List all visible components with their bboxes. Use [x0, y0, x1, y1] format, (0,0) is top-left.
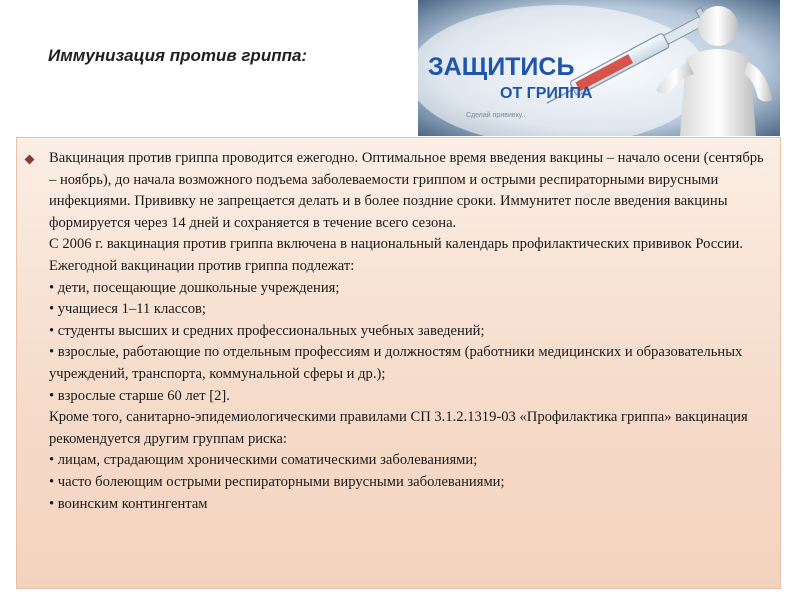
list-item: • студенты высших и средних профессиональных учебных заведений;	[49, 322, 485, 339]
list-item: • часто болеющим острыми респираторными вирусными заболеваниями;	[49, 473, 505, 490]
list-item: • лицам, страдающим хроническими соматическими заболеваниями;	[49, 452, 478, 469]
paragraph-national-calendar: С 2006 г. вакцинация против гриппа включена в национальный календарь профилактических прививок России. Ежегодной вакцинации против гриппа подлежат:	[49, 236, 743, 274]
paragraph-vaccination-timing: Вакцинация против гриппа проводится ежегодно. Оптимальное время введения вакцины – начало осени (сентябрь – ноябрь), до начала возможного подъема заболеваемости гриппом и острыми респираторными вирусными инфекциями. Прививку не запрещается делать и в более поздние сроки. Иммунитет после введения вакцины формируется через 14 дней и сохраняется в течение всего сезона.	[49, 150, 764, 231]
list-item: • взрослые старше 60 лет [2].	[49, 387, 230, 404]
list-item: • дети, посещающие дошкольные учреждения;	[49, 279, 340, 296]
flu-banner-image	[418, 0, 780, 136]
banner-headline-line1: ЗАЩИТИСЬ	[428, 53, 575, 81]
content-panel	[16, 137, 781, 589]
paragraph-sanitary-rules: Кроме того, санитарно-эпидемиологическими правилами СП 3.1.2.1319-03 «Профилактика гриппа» вакцинация рекомендуется другим группам риска:	[49, 409, 748, 447]
flu-banner-illustration	[418, 0, 780, 136]
slide-title: Иммунизация против гриппа:	[48, 46, 308, 65]
list-item: • учащиеся 1–11 классов;	[49, 301, 206, 318]
bullet-icon	[25, 155, 35, 165]
list-item: • взрослые, работающие по отдельным профессиям и должностям (работники медицинских и образовательных учреждений, транспорта, коммунальной сферы и др.);	[49, 344, 743, 382]
banner-subtext: Сделай прививку..	[466, 112, 526, 119]
banner-headline-line2: ОТ ГРИППА	[500, 85, 593, 102]
content-text	[49, 148, 774, 515]
list-item: • воинским контингентам	[49, 495, 208, 512]
